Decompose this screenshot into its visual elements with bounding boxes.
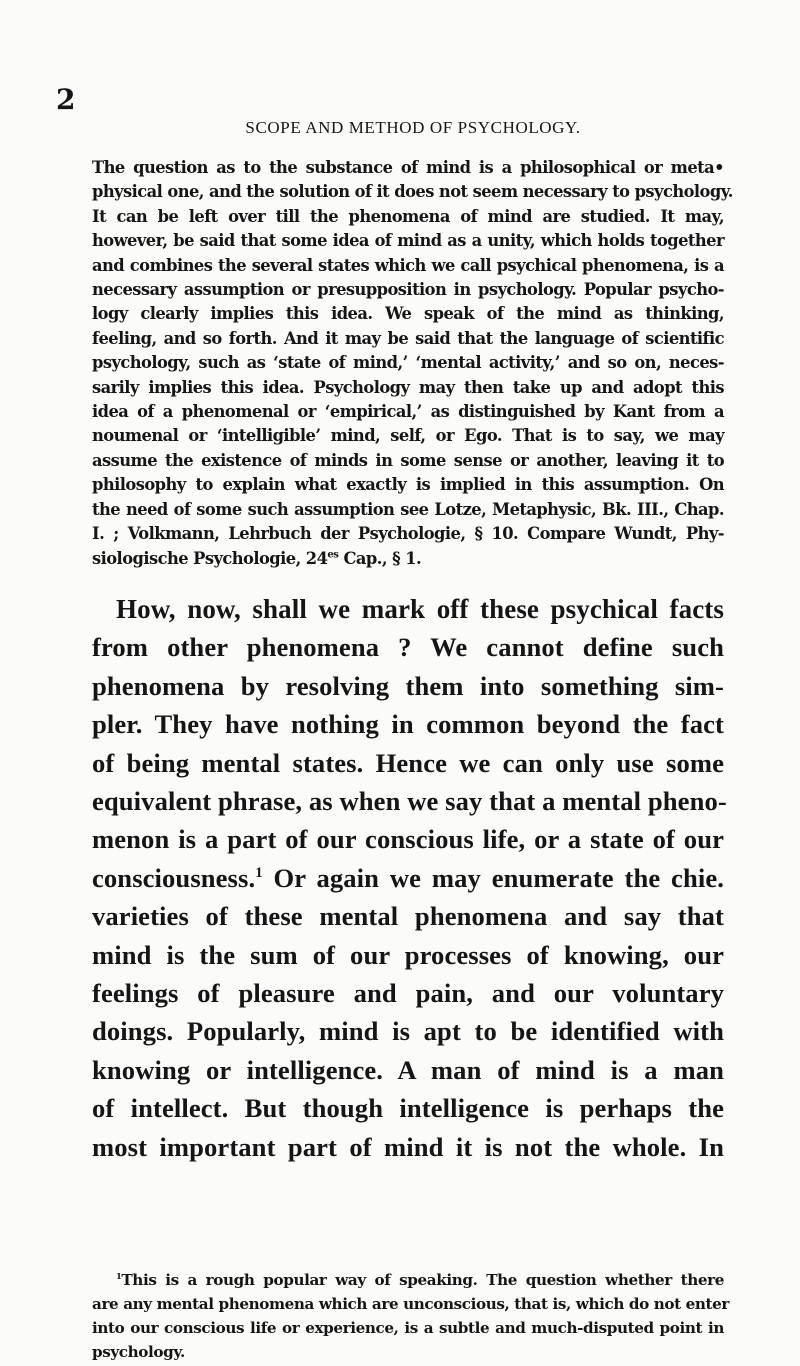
main-line: How, now, shall we mark off these psychical facts [116, 594, 724, 624]
main-line: menon is a part of our conscious life, or a state of our [92, 824, 724, 855]
note-line: physical one, and the solution of it does not seem necessary to psychology. [92, 182, 733, 202]
main-line8-suffix: Or again we may enumerate the chie. [262, 862, 724, 893]
main-line-footnote-ref [92, 859, 724, 897]
main-line: equivalent phrase, as when we say that a mental pheno- [92, 786, 727, 817]
footnote-line: are any mental phenomena which are unconscious, that is, which do not enter [92, 1295, 729, 1313]
footnote-marker: 1 [116, 1270, 122, 1281]
note-line: philosophy to explain what exactly is implied in this assumption. On [92, 475, 724, 495]
note-line: assume the existence of minds in some sense or another, leaving it to [92, 450, 724, 470]
note-line: logy clearly implies this idea. We speak of the mind as thinking, [92, 304, 724, 324]
note-line: idea of a phenomenal or ‘empirical,’ as distinguished by Kant from a [92, 402, 724, 422]
note-line-last [92, 547, 724, 571]
main-line: most important part of mind it is not the whole. In [92, 1131, 724, 1162]
main-line: pler. They have nothing in common beyond the fact [92, 709, 724, 740]
page-number: 2 [56, 83, 76, 116]
main-line: from other phenomena ? We cannot define such [92, 632, 724, 663]
running-head: SCOPE AND METHOD OF PSYCHOLOGY. [245, 118, 581, 137]
footnote-line [92, 1268, 724, 1292]
footnote [92, 1268, 729, 1364]
note-last-suffix: Cap., § 1. [338, 548, 422, 568]
footnote-line: psychology. [92, 1343, 185, 1361]
note-last-superscript: es [327, 549, 339, 561]
note-line: and combines the several states which we call psychical phenomena, is a [92, 255, 724, 275]
main-line: doings. Popularly, mind is apt to be identified with [92, 1016, 724, 1047]
note-line: the need of some such assumption see Lotze, Metaphysic, Bk. III., Chap. [92, 499, 724, 519]
main-line: knowing or intelligence. A man of mind is a man [92, 1054, 724, 1085]
main-line: phenomena by resolving them into something sim- [92, 670, 724, 701]
main-line: feelings of pleasure and pain, and our voluntary [92, 978, 724, 1009]
note-last-prefix: siologische Psychologie, 24 [92, 548, 328, 568]
main-paragraph [92, 590, 727, 1166]
note-line: psychology, such as ‘state of mind,’ ‘mental activity,’ and so on, neces- [92, 353, 724, 373]
main-line: varieties of these mental phenomena and say that [92, 901, 724, 932]
note-line: I. ; Volkmann, Lehrbuch der Psychologie, § 10. Compare Wundt, Phy- [92, 524, 724, 544]
main-line: of intellect. But though intelligence is perhaps the [92, 1093, 724, 1124]
note-line: It can be left over till the phenomena of mind are studied. It may, [92, 206, 724, 226]
footnote-line: into our conscious life or experience, is a subtle and much-disputed point in [92, 1319, 724, 1337]
footnote-ref: 1 [255, 864, 263, 881]
main-line8-prefix: consciousness. [92, 862, 256, 893]
note-line: necessary assumption or presupposition in psychology. Popular psycho- [92, 280, 724, 300]
note-line: noumenal or ‘intelligible’ mind, self, or Ego. That is to say, we may [92, 426, 724, 446]
main-line: mind is the sum of our processes of knowing, our [92, 939, 724, 970]
footnote-line1-text: This is a rough popular way of speaking. The question whether there [121, 1271, 724, 1289]
note-line: feeling, and so forth. And it may be said that the language of scientific [92, 328, 724, 348]
note-line: The question as to the substance of mind is a philosophical or meta• [92, 158, 724, 177]
note-paragraph [92, 156, 733, 571]
note-line: however, be said that some idea of mind as a unity, which holds together [92, 231, 724, 251]
note-line: sarily implies this idea. Psychology may then take up and adopt this [92, 377, 724, 397]
main-line: of being mental states. Hence we can only use some [92, 747, 724, 778]
